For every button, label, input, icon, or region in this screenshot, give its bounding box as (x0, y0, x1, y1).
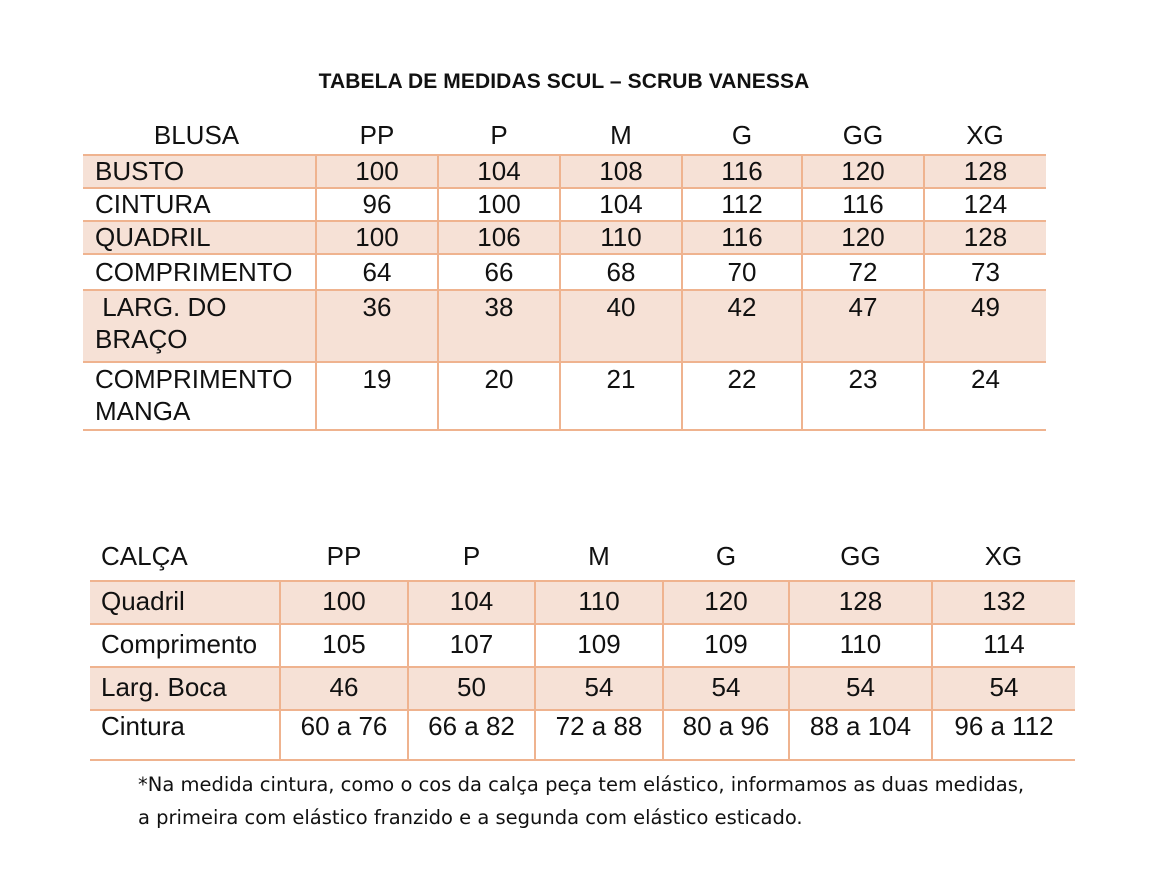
table-cell: 128 (789, 581, 932, 624)
row-label: Cintura (101, 711, 185, 741)
table-cell: 54 (535, 667, 663, 710)
table-cell: 96 (316, 188, 438, 221)
table-cell: 106 (438, 221, 560, 254)
table-cell: 66 (438, 254, 560, 290)
table-cell: 128 (924, 221, 1046, 254)
table-cell: 100 (280, 581, 408, 624)
table-row (90, 624, 1075, 667)
table-cell: 64 (316, 254, 438, 290)
table-row (83, 290, 1046, 362)
calca-header-pp: PP (326, 541, 362, 571)
table-cell: 96 a 112 (932, 710, 1075, 760)
blusa-size-table (83, 116, 1046, 431)
table-cell: 110 (535, 581, 663, 624)
blusa-header-row (83, 116, 1046, 155)
table-cell: 108 (560, 155, 682, 188)
blusa-header-label: BLUSA (153, 120, 240, 150)
table-cell: 72 a 88 (535, 710, 663, 760)
row-label: Larg. Boca (90, 667, 280, 710)
table-row (83, 254, 1046, 290)
table-row (90, 581, 1075, 624)
table-row (83, 221, 1046, 254)
calca-header-label: CALÇA (101, 541, 188, 571)
table-cell: 116 (682, 221, 802, 254)
table-row (83, 188, 1046, 221)
calca-header-gg: GG (840, 541, 881, 571)
calca-size-table (90, 535, 1075, 761)
table-row (83, 362, 1046, 430)
table-cell: 36 (316, 290, 438, 362)
table-cell: 66 a 82 (408, 710, 535, 760)
table-cell: 100 (438, 188, 560, 221)
table-cell: 80 a 96 (663, 710, 789, 760)
page-title: TABELA DE MEDIDAS SCUL – SCRUB VANESSA (318, 70, 810, 93)
calca-header-m: M (588, 541, 610, 571)
table-cell: 68 (560, 254, 682, 290)
row-label: COMPRIMENTO (95, 257, 293, 287)
table-cell: 112 (682, 188, 802, 221)
table-cell: 120 (802, 221, 924, 254)
table-cell: 107 (408, 624, 535, 667)
row-label: BUSTO (83, 155, 316, 188)
table-cell: 20 (438, 362, 560, 430)
table-cell: 54 (932, 667, 1075, 710)
table-cell: 100 (316, 155, 438, 188)
table-cell: 88 a 104 (789, 710, 932, 760)
calca-header-p: P (462, 541, 481, 571)
table-cell: 105 (280, 624, 408, 667)
table-cell: 100 (316, 221, 438, 254)
blusa-header-xg: XG (966, 120, 1004, 150)
row-label: Comprimento (101, 629, 258, 659)
table-cell: 109 (535, 624, 663, 667)
table-row (90, 710, 1075, 760)
table-cell: 21 (560, 362, 682, 430)
footnote: *Na medida cintura, como o cos da calça peça tem elástico, informamos as duas medidas, a primeira com elástico franzido e a segunda com elástico esticado. (138, 773, 1025, 829)
blusa-header-m: M (610, 120, 632, 150)
table-cell: 60 a 76 (280, 710, 408, 760)
table-cell: 47 (802, 290, 924, 362)
table-cell: 72 (802, 254, 924, 290)
table-cell: 22 (682, 362, 802, 430)
row-label: LARG. DO BRAÇO (83, 290, 316, 362)
table-cell: 109 (663, 624, 789, 667)
table-cell: 46 (280, 667, 408, 710)
table-cell: 23 (802, 362, 924, 430)
table-cell: 116 (682, 155, 802, 188)
table-cell: 54 (789, 667, 932, 710)
table-cell: 120 (802, 155, 924, 188)
table-cell: 38 (438, 290, 560, 362)
table-cell: 116 (802, 188, 924, 221)
row-label: COMPRIMENTO MANGA (95, 364, 293, 426)
blusa-header-gg: GG (842, 120, 884, 150)
table-cell: 19 (316, 362, 438, 430)
table-cell: 124 (924, 188, 1046, 221)
row-label: QUADRIL (83, 221, 316, 254)
table-cell: 114 (932, 624, 1075, 667)
table-row (83, 155, 1046, 188)
row-label: CINTURA (95, 189, 211, 219)
calca-header-row (90, 535, 1075, 581)
table-row (90, 667, 1075, 710)
calca-header-xg: XG (984, 541, 1023, 571)
table-cell: 128 (924, 155, 1046, 188)
table-cell: 42 (682, 290, 802, 362)
table-cell: 70 (682, 254, 802, 290)
table-cell: 50 (408, 667, 535, 710)
table-cell: 104 (408, 581, 535, 624)
table-cell: 110 (560, 221, 682, 254)
blusa-header-p: P (490, 120, 508, 150)
table-cell: 110 (789, 624, 932, 667)
table-cell: 120 (663, 581, 789, 624)
table-cell: 40 (560, 290, 682, 362)
table-cell: 49 (924, 290, 1046, 362)
table-cell: 132 (932, 581, 1075, 624)
blusa-header-pp: PP (359, 120, 395, 150)
table-cell: 73 (924, 254, 1046, 290)
calca-header-g: G (715, 541, 737, 571)
blusa-header-g: G (731, 120, 753, 150)
table-cell: 104 (438, 155, 560, 188)
table-cell: 54 (663, 667, 789, 710)
table-cell: 104 (560, 188, 682, 221)
table-cell: 24 (924, 362, 1046, 430)
row-label: Quadril (90, 581, 280, 624)
